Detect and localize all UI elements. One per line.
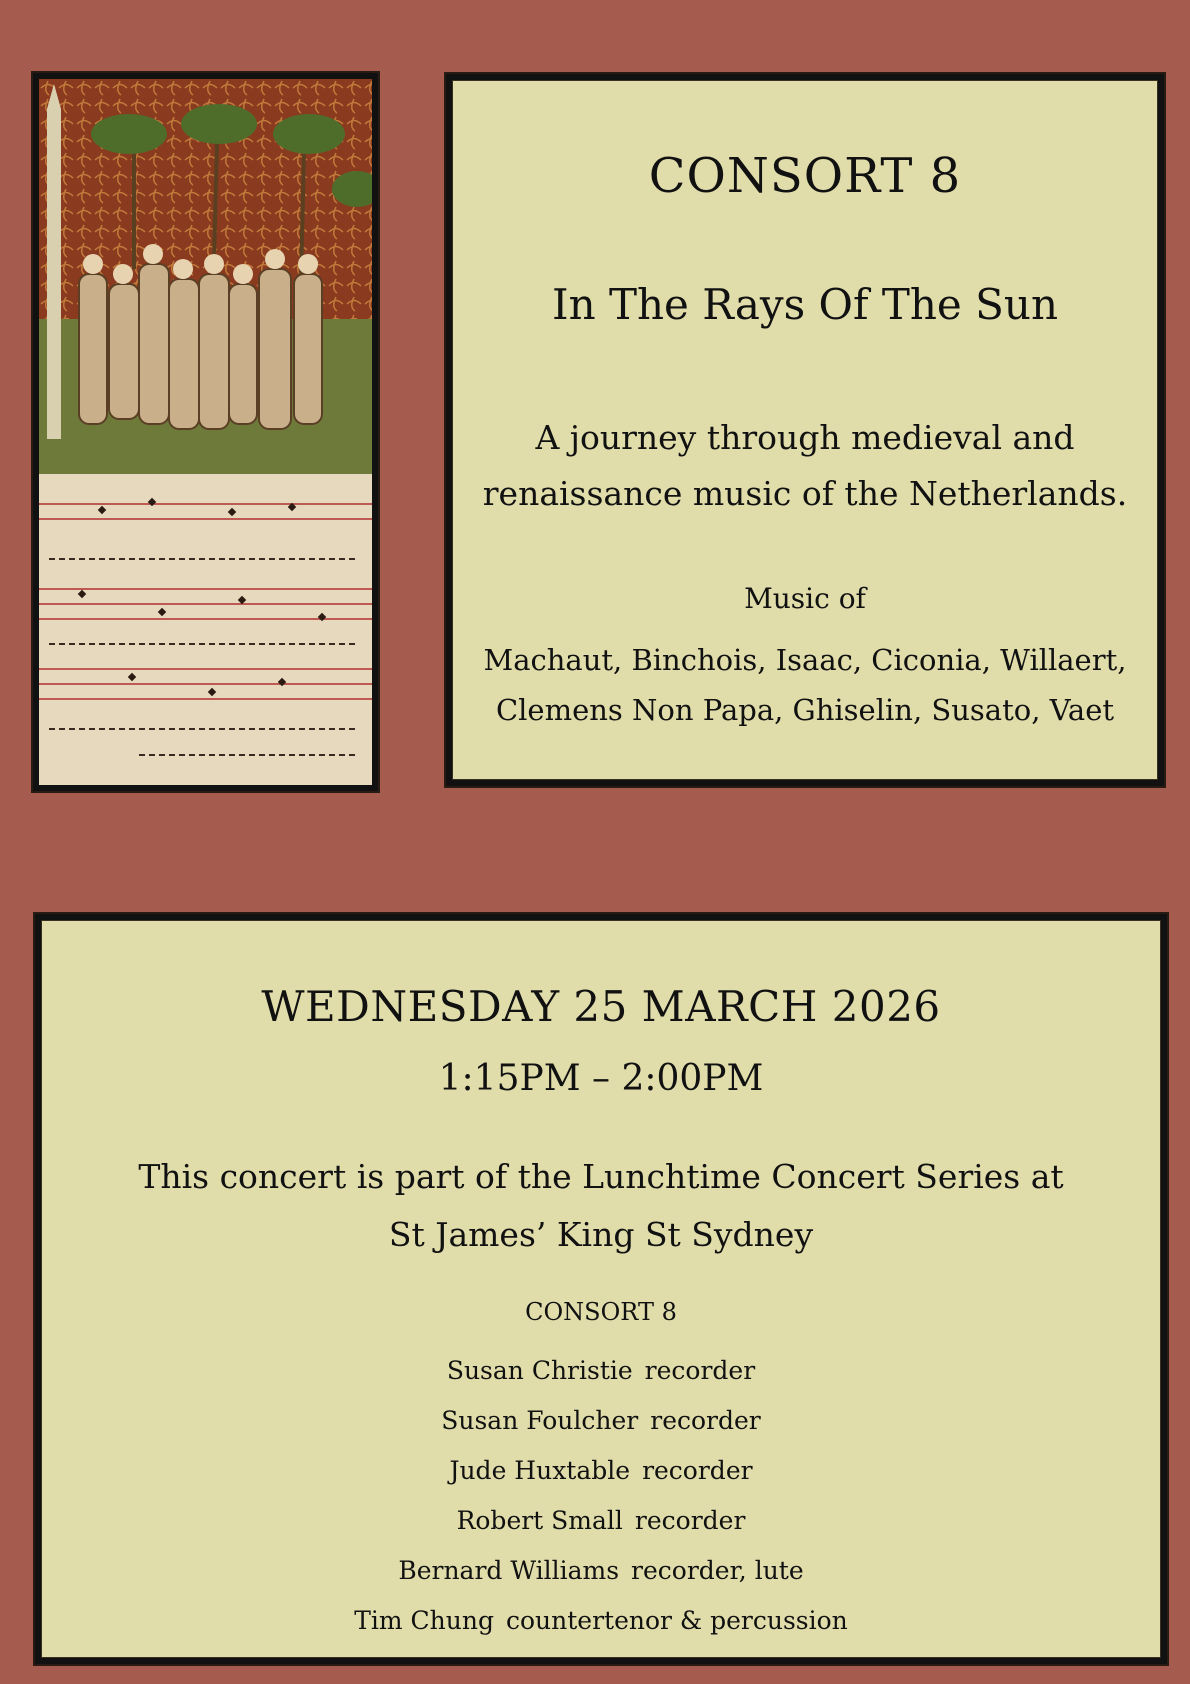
event-time: 1:15PM – 2:00PM [438, 1058, 764, 1099]
concert-description [452, 410, 1158, 522]
performer-name: Jude Huxtable [449, 1456, 631, 1485]
performer-item [41, 1446, 1161, 1496]
description-line: renaissance music of the Netherlands. [482, 474, 1128, 513]
series-note [41, 1148, 1161, 1264]
performer-name: Tim Chung [354, 1606, 494, 1635]
composer-line: Machaut, Binchois, Isaac, Ciconia, Willaert, [483, 643, 1127, 677]
performer-role: recorder [642, 1456, 753, 1485]
description-line: A journey through medieval and [535, 418, 1075, 457]
composer-line: Clemens Non Papa, Ghiselin, Susato, Vaet [495, 693, 1115, 727]
music-of-label: Music of [744, 582, 866, 615]
series-line: St James’ King St Sydney [388, 1215, 814, 1254]
performer-role: recorder [644, 1356, 756, 1385]
concert-info-panel [446, 74, 1164, 786]
performer-item [41, 1496, 1161, 1546]
performer-item [41, 1396, 1161, 1446]
performer-name: Robert Small [456, 1506, 623, 1535]
performer-item [41, 1346, 1161, 1396]
event-details-panel [35, 914, 1167, 1664]
series-line: This concert is part of the Lunchtime Concert Series at [138, 1157, 1064, 1196]
ensemble-name: CONSORT 8 [525, 1298, 677, 1326]
manuscript-illustration [33, 73, 378, 791]
performer-role: countertenor & percussion [505, 1606, 848, 1635]
performer-role: recorder [650, 1406, 761, 1435]
composer-list [452, 635, 1158, 735]
event-date: WEDNESDAY 25 MARCH 2026 [261, 982, 941, 1031]
concert-title: CONSORT 8 [648, 148, 962, 204]
medieval-manuscript-illustration-icon [39, 79, 372, 785]
performer-role: recorder, lute [631, 1556, 804, 1585]
performer-item [41, 1546, 1161, 1596]
performer-list [41, 1346, 1161, 1646]
performer-name: Susan Christie [446, 1356, 633, 1385]
concert-subtitle: In The Rays Of The Sun [552, 280, 1058, 329]
performer-role: recorder [634, 1506, 746, 1535]
performer-item [41, 1596, 1161, 1646]
performer-name: Bernard Williams [398, 1556, 620, 1585]
performer-name: Susan Foulcher [441, 1406, 639, 1435]
